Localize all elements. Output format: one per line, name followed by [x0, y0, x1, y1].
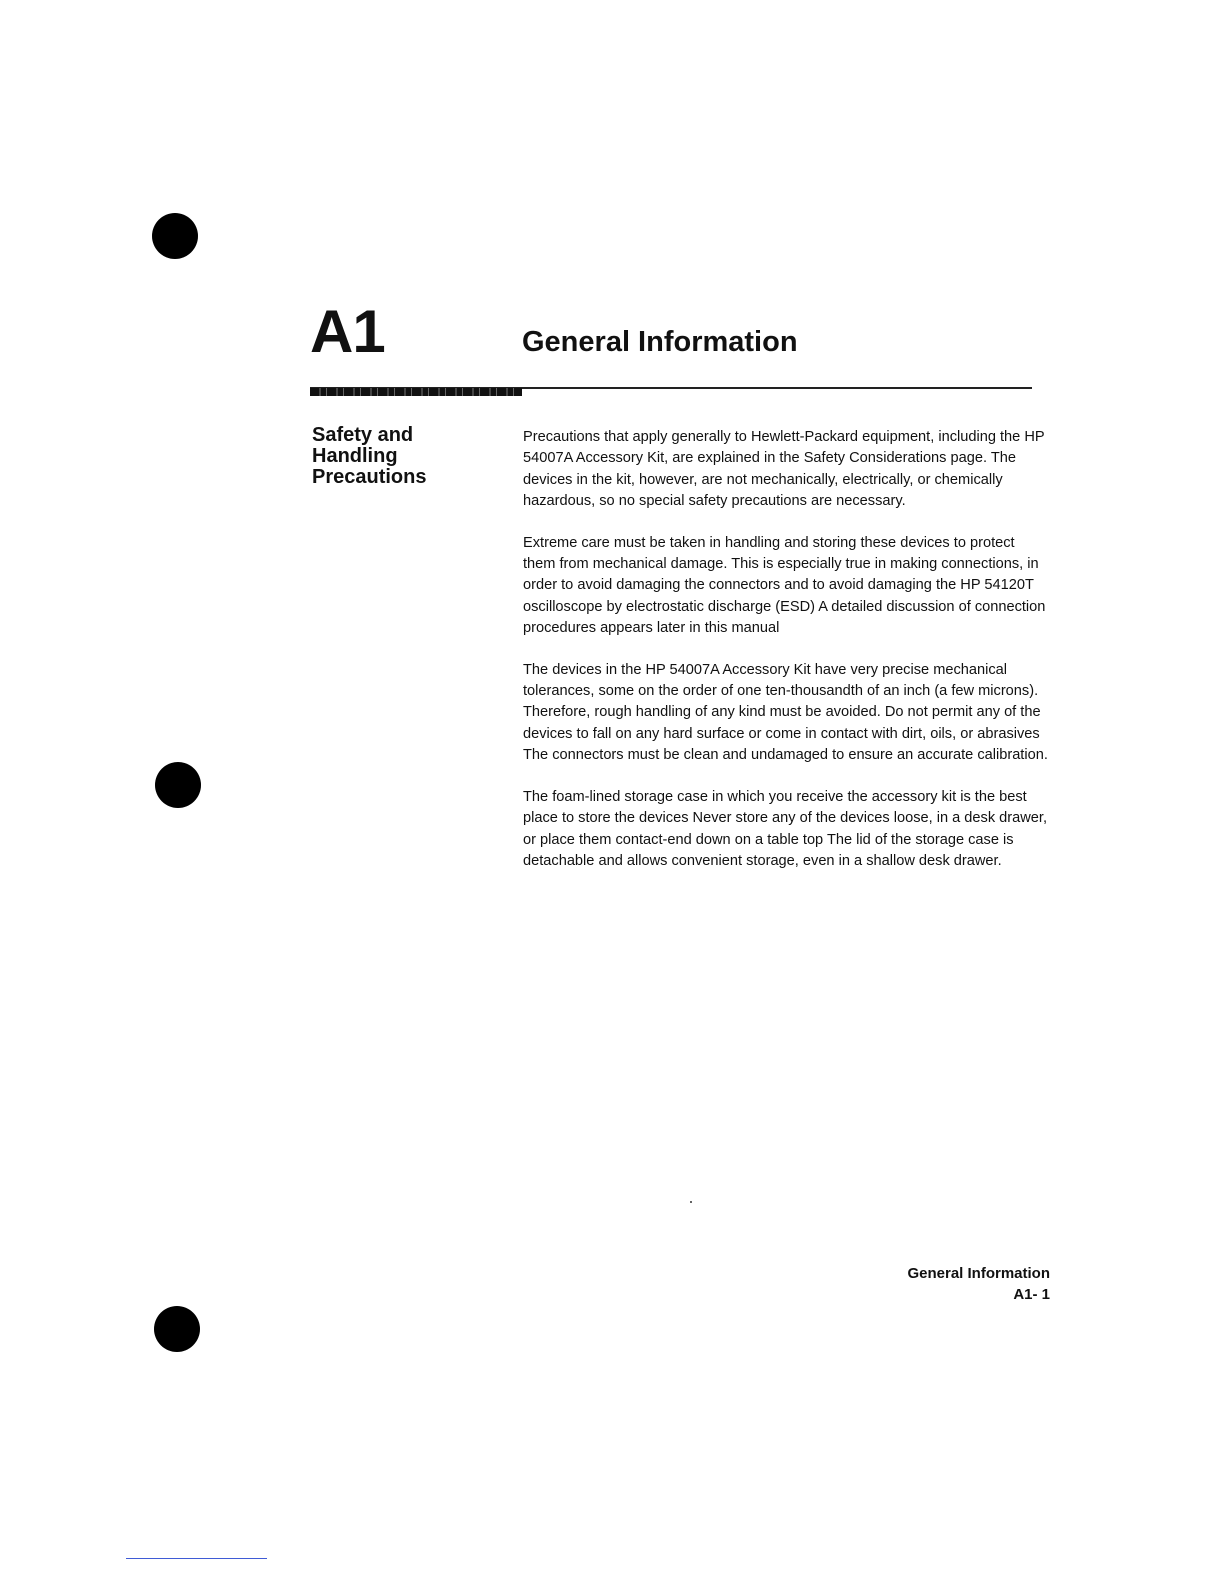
punch-hole-middle: [155, 762, 201, 808]
header-rule-accent: [310, 388, 522, 396]
punch-hole-top: [152, 213, 198, 259]
footer-page-number: A1- 1: [1013, 1286, 1050, 1303]
section-heading: [312, 425, 502, 488]
body-text: [523, 427, 1048, 892]
footer-section-name: General Information: [907, 1265, 1050, 1282]
chapter-title: General Information: [522, 326, 798, 358]
section-heading-line: Handling: [312, 445, 398, 467]
page-footer: [907, 1263, 1050, 1305]
chapter-number: A1: [310, 298, 385, 365]
paragraph-storage: The foam-lined storage case in which you receive the accessory kit is the best place to store the devices Never store any of the devices loose, in a desk drawer, or place them contact-end down on a table top The lid of the storage case is detachable and allows convenient storage, even in a shallow desk drawer.: [523, 788, 1048, 869]
section-heading-line: Precautions: [312, 466, 427, 488]
paragraph-mechanical-tolerances: The devices in the HP 54007A Accessory Kit have very precise mechanical tolerances, some on the order of one ten-thousandth of an inch (a few microns). Therefore, rough handling of any kind must be avoided. Do not permit any of the devices to fall on any hard surface or come in contact with dirt, oils, or abrasives The connectors must be clean and undamaged to ensure an accurate calibration.: [523, 661, 1048, 764]
bottom-edge-line: [126, 1558, 267, 1559]
scan-speck: [690, 1201, 692, 1203]
section-heading-line: Safety and: [312, 424, 414, 446]
paragraph-general-precautions: Precautions that apply generally to Hewlett-Packard equipment, including the HP 54007A Accessory Kit, are explained in the Safety Considerations page. The devices in the kit, however, are not mechanically, electrically, or chemically hazardous, so no special safety precautions are necessary.: [523, 429, 1045, 510]
paragraph-handling-care: Extreme care must be taken in handling and storing these devices to protect them from mechanical damage. This is especially true in making connections, in order to avoid damaging the connectors and to avoid damaging the HP 54120T oscilloscope by electrostatic discharge (ESD) A detailed discussion of connection procedures appears later in this manual: [523, 534, 1046, 637]
punch-hole-bottom: [154, 1306, 200, 1352]
